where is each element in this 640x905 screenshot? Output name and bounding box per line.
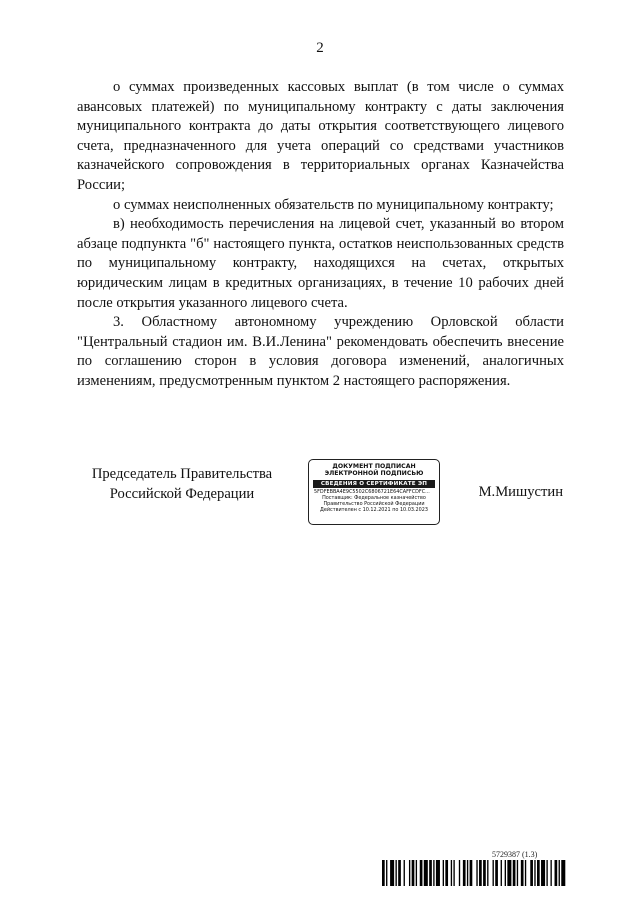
barcode-bar: [463, 860, 466, 886]
stamp-title: [309, 463, 439, 478]
barcode-bar: [424, 860, 428, 886]
barcode-bar: [525, 860, 526, 886]
stamp-validity: Действителен с 10.12.2021 по 10.03.2023: [320, 507, 428, 514]
barcode-bar: [409, 860, 410, 886]
barcode-bar: [382, 860, 385, 886]
electronic-signature-stamp: [308, 459, 440, 525]
paragraph-cash-payments: о суммах произведенных кассовых выплат (в том числе о суммах авансовых платежей) по муниципальному контракту с даты заключения муниципального контракта до даты открытия соответствующего лицевого счета, предназначенного для учета операций со средствами участников казначейского сопровождения в территориальных органах Казначейства России;: [77, 79, 564, 193]
barcode-bar: [507, 860, 511, 886]
signatory-title: [77, 465, 287, 504]
barcode-bar: [534, 860, 535, 886]
paragraph-unfulfilled-obligations: о суммах неисполненных обязательств по муниципальному контракту;: [113, 196, 554, 213]
page-number: 2: [316, 40, 324, 56]
barcode-bar: [530, 860, 533, 886]
barcode-bar: [395, 860, 396, 886]
barcode-bar: [550, 860, 551, 886]
stamp-title-line2: ЭЛЕКТРОННОЙ ПОДПИСЬЮ: [324, 470, 424, 478]
barcode-bar: [412, 860, 415, 886]
barcode-bar: [479, 860, 482, 886]
barcode-bar: [559, 860, 560, 886]
barcode-bar: [398, 860, 401, 886]
barcode-bar: [404, 860, 405, 886]
barcode-bar: [436, 860, 440, 886]
barcode-bar: [453, 860, 454, 886]
stamp-issuer-line2: Правительство Российской Федерации: [323, 501, 425, 508]
barcode-bar: [513, 860, 516, 886]
barcode-bar: [483, 860, 486, 886]
barcode-bar: [420, 860, 423, 886]
barcode-bar: [416, 860, 417, 886]
barcode-bar: [541, 860, 545, 886]
barcode-bar: [517, 860, 518, 886]
signatory-name: М.Мишустин: [478, 484, 563, 500]
barcode-bar: [487, 860, 488, 886]
barcode-bar: [429, 860, 432, 886]
document-code: 5729387 (1.3): [492, 850, 538, 859]
barcode-bar: [561, 860, 565, 886]
barcode-bar: [555, 860, 558, 886]
barcode-bar: [386, 860, 387, 886]
barcode-bar: [493, 860, 494, 886]
document-body: [77, 78, 564, 392]
barcode-bar: [445, 860, 448, 886]
stamp-certificate-band: СВЕДЕНИЯ О СЕРТИФИКАТЕ ЭП: [313, 480, 435, 488]
barcode-bar: [495, 860, 498, 886]
stamp-serial-number: 5FDFEBBA4E9C5502C6806721E64CAFFCDFC...: [314, 488, 430, 495]
barcode-bar: [476, 860, 477, 886]
barcode: [382, 860, 568, 886]
signatory-title-line2: Российской Федерации: [109, 485, 255, 502]
barcode-bar: [501, 860, 502, 886]
barcode-bar: [390, 860, 394, 886]
barcode-bar: [459, 860, 460, 886]
barcode-bar: [546, 860, 547, 886]
barcode-bar: [433, 860, 434, 886]
barcode-bar: [537, 860, 540, 886]
barcode-bar: [505, 860, 506, 886]
signatory-title-line1: Председатель Правительства: [91, 466, 273, 482]
paragraph-item-3: 3. Областному автономному учреждению Орловской области "Центральный стадион им. В.И.Ленина" рекомендовать обеспечить внесение по соглашению сторон в условия договора изменений, аналогичных изменениям, предусмотренным пунктом 2 настоящего распоряжения.: [77, 314, 564, 389]
paragraph-transfer-requirement: в) необходимость перечисления на лицевой счет, указанный во втором абзаце подпункта "б" настоящего пункта, остатков неиспользованных средств по муниципальному контракту, находящихся на счетах, открытых юридическим лицам в кредитных организациях, в течение 10 рабочих дней после открытия указанного лицевого счета.: [77, 216, 564, 311]
barcode-bar: [443, 860, 444, 886]
barcode-bar: [467, 860, 468, 886]
barcode-bar: [521, 860, 524, 886]
stamp-title-line1: ДОКУМЕНТ ПОДПИСАН: [332, 463, 416, 470]
stamp-issuer-line1: Поставщик: Федеральное казначейство: [322, 495, 426, 502]
barcode-bar: [470, 860, 473, 886]
barcode-bar: [451, 860, 452, 886]
